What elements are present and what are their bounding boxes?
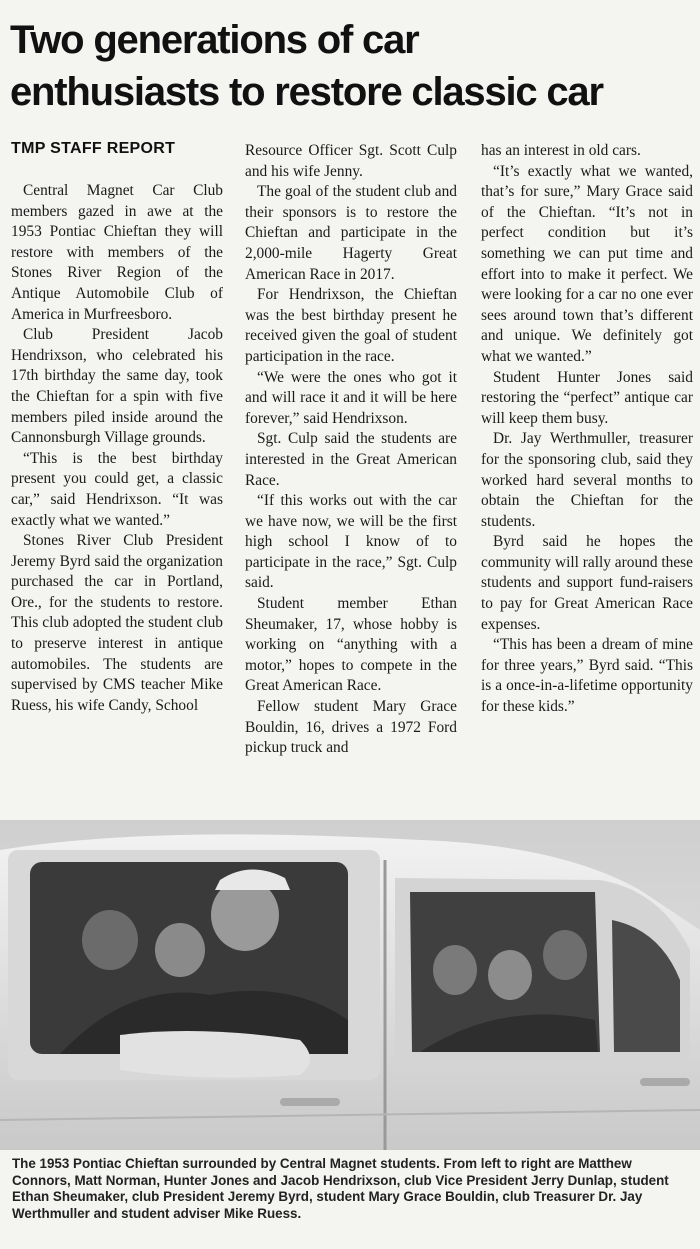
paragraph: The goal of the student club and their sponsors is to restore the Chieftan and participate in the 2,000-mile Hagerty Great American Race in 2017.	[245, 183, 457, 283]
paragraph: “It’s exactly what we wanted, that’s for sure,” Mary Grace said of the Chieftan. “It’s not in perfect condition but it’s something we can put time and effort into to make it perfect. We were looking for a car no one ever sees around town that’s different and unique. We definitely got what we wanted.”	[481, 162, 693, 365]
byline: TMP STAFF REPORT	[11, 140, 176, 157]
paragraph: Central Magnet Car Club members gazed in awe at the 1953 Pontiac Chieftan they will restore with members of the Stones River Region of the Antique Automobile Club of America in Murfreesboro.	[11, 182, 223, 323]
paragraph: Resource Officer Sgt. Scott Culp and his wife Jenny.	[245, 142, 457, 180]
paragraph: For Hendrixson, the Chieftan was the best birthday present he received given the goal of student participation in the race.	[245, 286, 457, 365]
paragraph: “We were the ones who got it and will race it and it will be here forever,” said Hendrixson.	[245, 368, 457, 427]
article-column-1	[11, 181, 223, 716]
paragraph: Byrd said he hopes the community will rally around these students and support fund-raisers to pay for Great American Race expenses.	[481, 533, 694, 633]
paragraph: has an interest in old cars.	[481, 142, 641, 159]
headline-line: enthusiasts to restore classic car	[10, 70, 603, 114]
paragraph: “If this works out with the car we have now, we will be the first high school I know of to participate in the race,” Sgt. Culp said.	[245, 492, 457, 592]
article-column-2	[245, 141, 457, 759]
paragraph: Stones River Club President Jeremy Byrd said the organization purchased the car in Portland, Ore., for the students to restore. This club adopted the student club to preserve interest in antique automobiles. The students are supervised by CMS teacher Mike Ruess, his wife Candy, School	[11, 532, 223, 714]
photo-caption: The 1953 Pontiac Chieftan surrounded by Central Magnet students. From left to right are Matthew Connors, Matt Norman, Hunter Jones and Jacob Hendrixson, club Vice President Jerry Dunlap, student Ethan Sheumaker, club President Jeremy Byrd, student Mary Grace Bouldin, club Treasurer Dr. Jay Werthmuller and student adviser Mike Ruess.	[12, 1156, 669, 1221]
article-column-3	[481, 141, 693, 718]
paragraph: Student member Ethan Sheumaker, 17, whose hobby is working on “anything with a motor,” hopes to compete in the Great American Race.	[245, 595, 457, 695]
paragraph: Student Hunter Jones said restoring the “perfect” antique car will keep them busy.	[481, 368, 693, 427]
paragraph: “This has been a dream of mine for three years,” Byrd said. “This is a once-in-a-lifetime opportunity for these kids.”	[481, 636, 693, 716]
headline-line: Two generations of car	[10, 18, 419, 62]
paragraph: “This is the best birthday present you could get, a classic car,” said Hendrixson. “It was exactly what we wanted.”	[11, 449, 223, 529]
headline	[10, 14, 700, 118]
paragraph: Sgt. Culp said the students are interested in the Great American Race.	[245, 430, 457, 489]
paragraph: Dr. Jay Werthmuller, treasurer for the sponsoring club, said they worked hard several months to obtain the Chieftan for the students.	[481, 430, 693, 530]
paragraph: Club President Jacob Hendrixson, who celebrated his 17th birthday the same day, took the Chieftan for a spin with five members piled inside around the Cannonsburgh Village grounds.	[11, 326, 223, 447]
paragraph: Fellow student Mary Grace Bouldin, 16, drives a 1972 Ford pickup truck and	[245, 698, 457, 757]
car-photo	[0, 820, 700, 1150]
